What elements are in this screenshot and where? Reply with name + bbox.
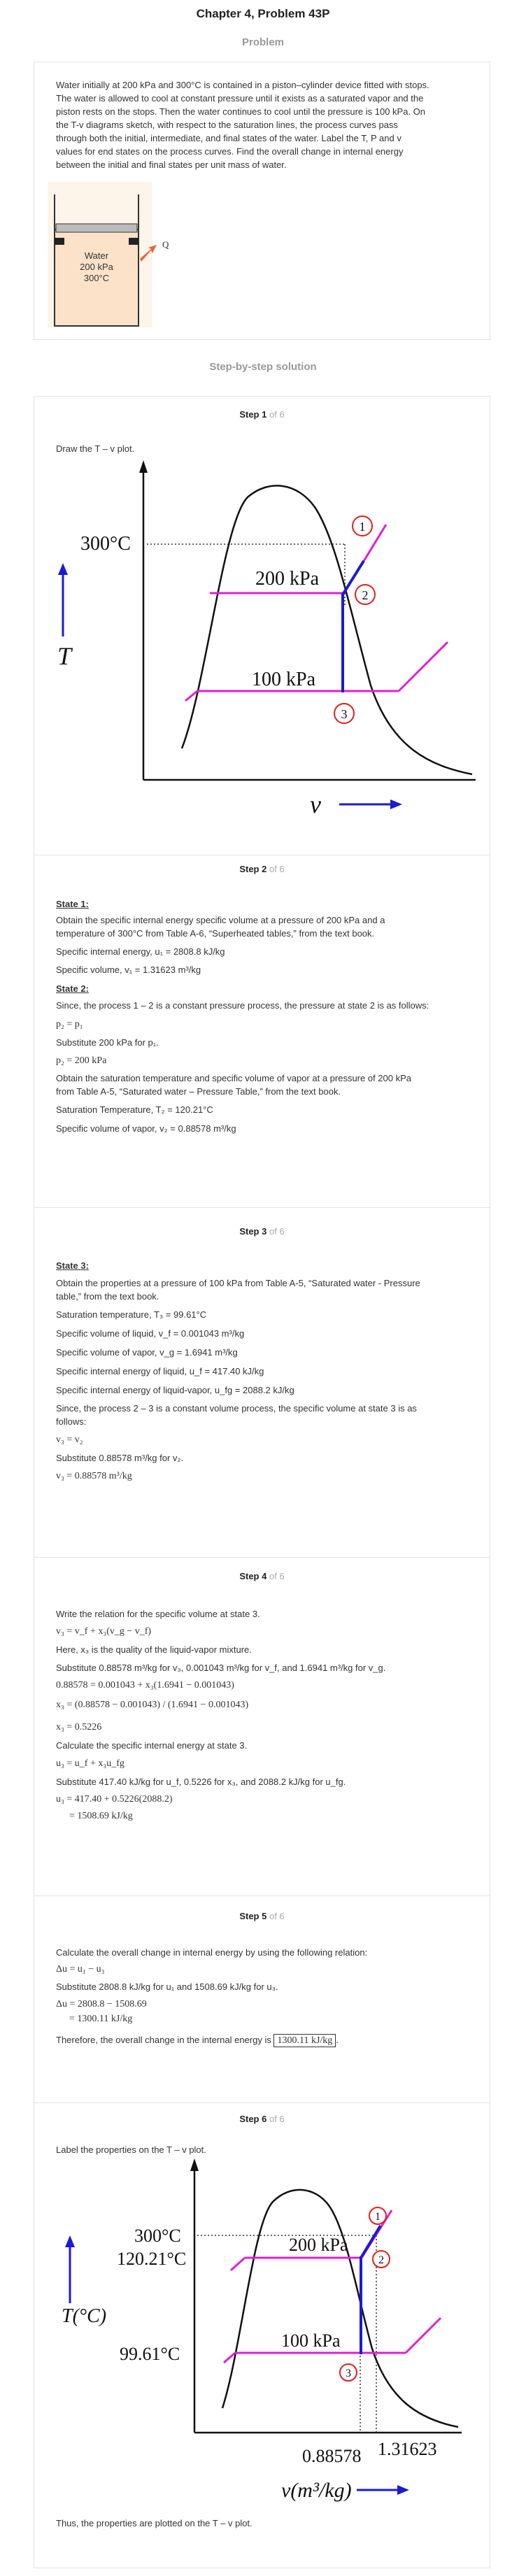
- step-3-line: Specific internal energy of liquid-vapor, u_fg = 2088.2 kJ/kg: [56, 1385, 294, 1395]
- problem-line-3: piston rests on the stops. Then the water continues to cool until the pressure is 100 kPa. On: [56, 106, 426, 117]
- svg-text:2: 2: [362, 588, 369, 602]
- step-2-equation: p₂ = p₁: [56, 1019, 83, 1030]
- figure-label-water: Water: [84, 250, 109, 261]
- label-200kpa: 200 kPa: [289, 2235, 348, 2255]
- step-4-line: Calculate the specific internal energy at state 3.: [56, 1740, 248, 1751]
- step-5-line: Calculate the overall change in internal energy by using the following relation:: [56, 1947, 368, 1958]
- axis-label-T: T(°C): [62, 2305, 107, 2327]
- svg-text:2: 2: [378, 2254, 384, 2266]
- step-2-equation: p₂ = 200 kPa: [56, 1055, 107, 1066]
- step-5-equation: Δu = 2808.8 − 1508.69: [56, 1999, 147, 2009]
- label-100kpa: 100 kPa: [281, 2331, 341, 2351]
- piston: [56, 224, 137, 232]
- figure-label-pressure: 200 kPa: [80, 262, 113, 272]
- stop-left: [55, 238, 64, 245]
- figure-label-temperature: 300°C: [83, 273, 110, 283]
- stop-right: [129, 238, 138, 245]
- step-6-label: Step 6 of 6: [239, 2114, 285, 2124]
- step-2-line: Since, the process 1 – 2 is a constant pressure process, the pressure at state 2 is as follows:: [56, 1000, 429, 1011]
- step-3-equation: v₃ = 0.88578 m³/kg: [56, 1471, 132, 1481]
- step-4-equation: v₃ = v_f + x₃(v_g − v_f): [56, 1626, 152, 1637]
- tick-v2: 0.88578: [302, 2446, 362, 2466]
- step-3-line: Specific volume of liquid, v_f = 0.001043 m³/kg: [56, 1328, 245, 1339]
- axis-label-v: v(m³/kg): [281, 2479, 352, 2502]
- step-2-line: Specific volume of vapor, v₂ = 0.88578 m³/kg: [56, 1123, 236, 1134]
- svg-text:1: 1: [375, 2211, 381, 2223]
- problem-line-4: the T-v diagrams sketch, with respect to the saturation lines, the process curves pass: [56, 120, 398, 130]
- step-6-text: Label the properties on the T – v plot.: [56, 2144, 206, 2155]
- state-1-heading: State 1:: [56, 899, 89, 909]
- figure-label-heat: Q: [162, 239, 169, 250]
- step-3-line: Since, the process 2 – 3 is a constant volume process, the specific volume at state 3 is as: [56, 1403, 417, 1414]
- tv-plot-labeled: [49, 2153, 476, 2517]
- step-3-line: Specific volume of vapor, v_g = 1.6941 m³/kg: [56, 1347, 238, 1358]
- tick-v1: 1.31623: [378, 2439, 437, 2459]
- solution-heading: Step-by-step solution: [209, 361, 317, 373]
- step-3-line: Substitute 0.88578 m³/kg for v₂.: [56, 1453, 184, 1463]
- saturation-dome: [222, 2190, 458, 2427]
- step-3-line: Saturation temperature, T₃ = 99.61°C: [56, 1309, 207, 1320]
- step-2-line: Specific internal energy, u₁ = 2808.8 kJ/kg: [56, 946, 225, 957]
- step-4-equation: = 1508.69 kJ/kg: [69, 1811, 133, 1821]
- problem-line-2: The water is allowed to cool at constant pressure until it exists as a saturated vapor and the: [56, 93, 424, 104]
- step-2-line: temperature of 300°C from Table A-6, “Superheated tables,” from the text book.: [56, 928, 375, 939]
- problem-line-7: between the initial and final states per unit mass of water.: [56, 159, 287, 170]
- label-300c: 300°C: [80, 533, 131, 555]
- problem-line-6: values for end states on the process curves. Find the overall change in internal energy: [56, 146, 404, 157]
- label-300c: 300°C: [134, 2226, 181, 2246]
- step-2-line: Saturation Temperature, T₂ = 120.21°C: [56, 1104, 213, 1115]
- saturation-dome: [182, 485, 472, 774]
- step-2-line: from Table A-5, “Saturated water – Pressure Table,” from the text book.: [56, 1086, 341, 1097]
- step-5-line: Substitute 2808.8 kJ/kg for u₁ and 1508.69 kJ/kg for u₃.: [56, 1981, 278, 1992]
- step-5-equation: Δu = u₁ − u₃: [56, 1964, 105, 1974]
- state-2-heading: State 2:: [56, 983, 89, 994]
- step-3-line: table,” from the text book.: [56, 1291, 159, 1302]
- step-4-line: Substitute 417.40 kJ/kg for u_f, 0.5226 for x₃, and 2088.2 kJ/kg for u_fg.: [56, 1777, 346, 1787]
- step-5-answer: Therefore, the overall change in the internal energy is 1300.11 kJ/kg .: [56, 2035, 339, 2046]
- t-axis-arrow-icon: [58, 563, 68, 575]
- axis-label-T: T: [57, 642, 72, 670]
- v-axis-arrow-icon: [390, 799, 402, 809]
- step-4-equation: u₃ = 417.40 + 0.5226(2088.2): [56, 1794, 173, 1805]
- step-3-equation: v₃ = v₂: [56, 1435, 83, 1445]
- step-4-equation: x₃ = 0.5226: [56, 1722, 102, 1732]
- piston-cylinder-figure: [46, 180, 228, 334]
- t-axis-arrow-icon: [65, 2235, 75, 2247]
- step-2-line: Substitute 200 kPa for p₁.: [56, 1037, 159, 1048]
- step-3-line: follows:: [56, 1416, 87, 1427]
- tv-plot-sketch: [42, 455, 476, 825]
- step-5-label: Step 5 of 6: [239, 1911, 285, 1921]
- step-1-label: Step 1 of 6: [239, 409, 285, 420]
- v-axis-arrow-icon: [397, 2485, 409, 2495]
- step-4-label: Step 4 of 6: [239, 1571, 285, 1581]
- state-3-heading: State 3:: [56, 1260, 89, 1271]
- step-5-equation: = 1300.11 kJ/kg: [69, 2014, 133, 2024]
- svg-text:3: 3: [346, 2368, 351, 2379]
- step-6-footer: Thus, the properties are plotted on the T – v plot.: [56, 2518, 253, 2528]
- step-4-equation: 0.88578 = 0.001043 + x₃(1.6941 − 0.001043): [56, 1680, 234, 1691]
- step-2-line: Obtain the saturation temperature and specific volume of vapor at a pressure of 200 kPa: [56, 1073, 412, 1083]
- step-3-line: Specific internal energy of liquid, u_f = 417.40 kJ/kg: [56, 1366, 264, 1376]
- step-4-line: Substitute 0.88578 m³/kg for v₃, 0.001043 m³/kg for v_f, and 1.6941 m³/kg for v_g.: [56, 1663, 386, 1673]
- step-4-line: Write the relation for the specific volume at state 3.: [56, 1609, 260, 1619]
- svg-text:3: 3: [341, 707, 348, 721]
- problem-line-1: Water initially at 200 kPa and 300°C is contained in a piston–cylinder device fitted with stops.: [56, 80, 429, 90]
- problem-heading: Problem: [241, 36, 284, 48]
- label-200kpa: 200 kPa: [255, 568, 319, 590]
- axis-label-v: v: [310, 790, 321, 818]
- step-2-line: Specific volume, v₁ = 1.31623 m³/kg: [56, 965, 201, 975]
- step-1-text: Draw the T – v plot.: [56, 443, 135, 454]
- step-2-line: Obtain the specific internal energy specific volume at a pressure of 200 kPa and a: [56, 915, 385, 925]
- final-answer-box: 1300.11 kJ/kg: [273, 2034, 336, 2047]
- label-120c: 120.21°C: [117, 2249, 187, 2269]
- step-4-equation: u₃ = u_f + x₃u_fg: [56, 1758, 125, 1769]
- step-4-equation: x₃ = (0.88578 − 0.001043) / (1.6941 − 0.001043): [56, 1700, 249, 1710]
- problem-line-5: through both the initial, intermediate, and final states of the water. Label the T, P and v: [56, 133, 401, 143]
- step-2-label: Step 2 of 6: [239, 864, 285, 874]
- page-title: Chapter 4, Problem 43P: [196, 7, 330, 20]
- step-3-line: Obtain the properties at a pressure of 100 kPa from Table A-5, “Saturated water - Pressure: [56, 1278, 420, 1288]
- step-3-label: Step 3 of 6: [239, 1226, 285, 1237]
- label-100kpa: 100 kPa: [252, 669, 315, 690]
- label-99c: 99.61°C: [120, 2344, 180, 2364]
- svg-text:1: 1: [359, 520, 366, 534]
- step-4-line: Here, x₃ is the quality of the liquid-vapor mixture.: [56, 1644, 252, 1655]
